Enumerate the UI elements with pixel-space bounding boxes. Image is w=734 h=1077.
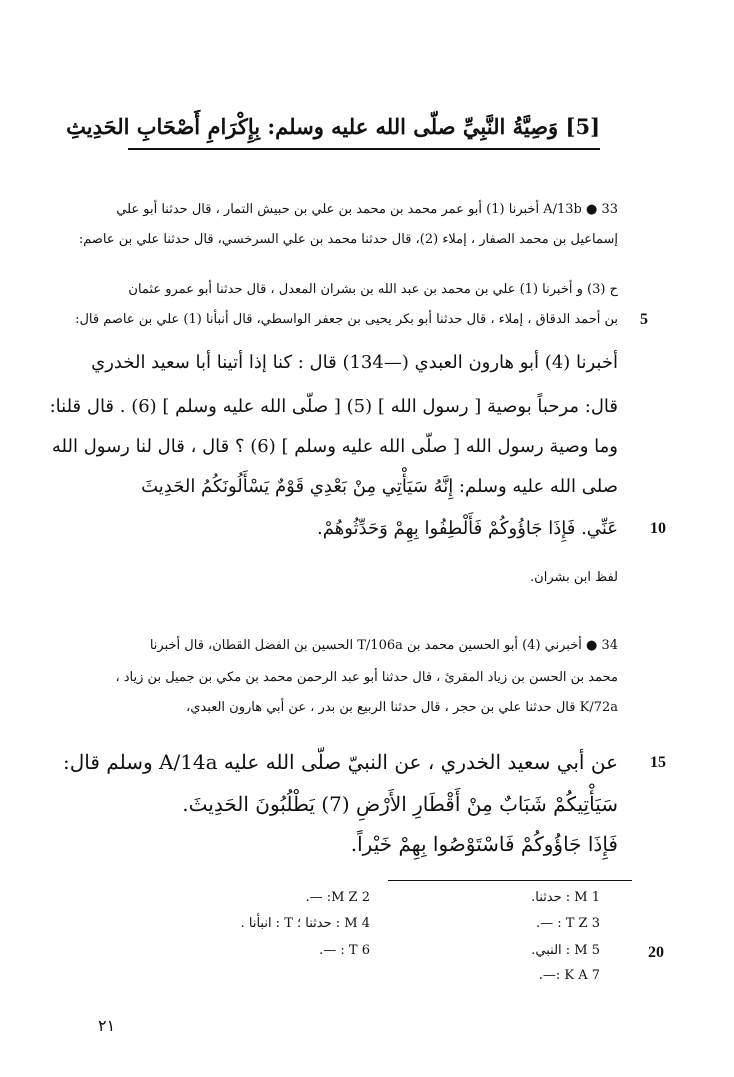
line-number-15: 15 <box>650 754 666 771</box>
line-number-20: 20 <box>648 944 664 961</box>
isnad-1-line-1: 33 ● A/13b أخبرنا (1) أبو عمر محمد بن محمد بن علي بن حبيش التمار ، قال حدثنا أبو علي <box>116 202 618 217</box>
text-1-line-3: وما وصية رسول الله [ صلّى الله عليه وسلم ] (6) ؟ قال ، قال لنا رسول الله <box>51 436 618 457</box>
text-2-line-1: عن أبي سعيد الخدري ، عن النبيّ صلّى الله عليه A/14a وسلم قال: <box>63 750 618 774</box>
text-1-line-5: عَنِّي. فَإِذَا جَاؤُوكُمْ فَأَلْطِفُوا بِهِمْ وَحَدِّثُوهُمْ. <box>317 518 618 539</box>
isnad-2-line-1: ح (3) و أخبرنا (1) علي بن محمد بن عبد الله بن بشران المعدل ، قال حدثنا أبو عمرو عثمان <box>128 282 618 297</box>
text-1-line-2: قال: مرحباً بوصية [ رسول الله ] (5) [ صلّى الله عليه وسلم ] (6) . قال قلنا: <box>49 396 618 417</box>
isnad-3-line-1: 34 ● أخبرني (4) أبو الحسين محمد بن T/106a الحسين بن الفضل القطان، قال أخبرنا <box>149 638 618 653</box>
isnad-2-line-2: بن أحمد الدقاق ، إملاء ، قال حدثنا أبو بكر يحيى بن جعفر الواسطي، قال أنبأنا (1) علي بن عاصم قال: <box>75 312 618 327</box>
note-left-1: M Z 2: —. <box>305 890 370 905</box>
text-2-line-3: فَإِذَا جَاؤُوكُمْ فَاسْتَوْصُوا بِهِمْ خَيْراً. <box>350 832 618 856</box>
isnad-3-line-2: محمد بن الحسن بن زياد المقرئ ، قال حدثنا أبو عبد الرحمن محمد بن مكي بن جميل بن زياد ، <box>115 670 618 685</box>
isnad-3-line-3: K/72a قال حدثنا علي بن حجر ، قال حدثنا الربيع بن بدر ، عن أبي هارون العبدي، <box>186 700 618 715</box>
text-1-line-4: صلى الله عليه وسلم: إِنَّهُ سَيَأْتِي مِنْ بَعْدِي قَوْمٌ يَسْأَلُونَكُمُ الحَدِيثَ <box>141 476 618 497</box>
page-number: ٢١ <box>98 1016 116 1035</box>
note-left-3: T 6 : —. <box>319 943 370 958</box>
source-note: لفظ ابن بشران. <box>530 570 618 585</box>
text-2-line-2: سَيَأْتِيكُمْ شَبَابٌ مِنْ أَقْطَارِ الأَرْضِ (7) يَطْلُبُونَ الحَدِيثَ. <box>182 792 618 816</box>
note-right-2: T Z 3 : —. <box>535 916 600 931</box>
chapter-heading: [5] وَصِيَّةُ النَّبِيِّ صلّى الله عليه وسلم: بِإِكْرَامِ أَصْحَابِ الحَدِيثِ <box>66 114 600 139</box>
heading-underline <box>128 148 600 150</box>
text-1-line-1: أخبرنا (4) أبو هارون العبدي (—134) قال : كنا إذا أتينا أبا سعيد الخدري <box>91 352 618 373</box>
note-right-1: M 1 : حدثنا. <box>531 890 600 905</box>
note-right-4: K A 7 :—. <box>538 968 600 983</box>
isnad-1-line-2: إسماعيل بن محمد الصفار ، إملاء (2)، قال حدثنا محمد بن علي السرخسي، قال حدثنا علي بن عاصم: <box>78 232 618 247</box>
footnote-separator <box>388 880 632 881</box>
note-left-2: M 4 : حدثنا ؛ T : انبأنا . <box>240 916 370 931</box>
line-number-10: 10 <box>650 520 666 537</box>
note-right-3: M 5 : النبي. <box>531 943 600 958</box>
line-number-5: 5 <box>640 311 648 328</box>
